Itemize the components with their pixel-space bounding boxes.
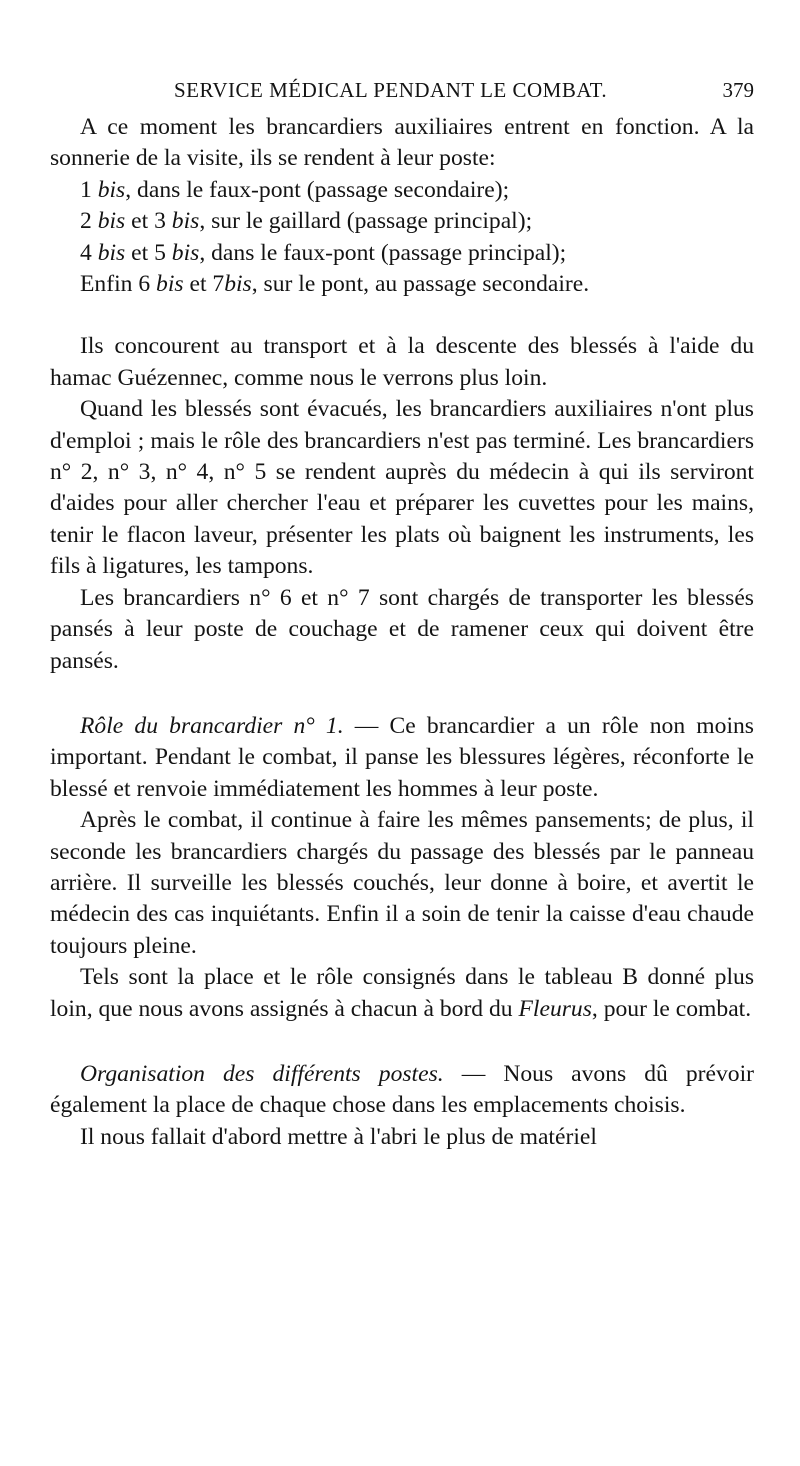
section-role-brancardier: Rôle du brancardier n° 1. — Ce brancardier a un rôle non moins important. Pendant le combat, il panse les blessures légères, réconforte le blessé et renvoie immédiatement les hommes à leur poste. bbox=[50, 712, 754, 802]
paragraph-5: Après le combat, il continue à faire les mêmes pansements; de plus, il seconde les brancardiers chargés du passage des blessés par le panneau arrière. Il surveille les blessés couchés, leur donne à boire, et avertit le médecin des cas inquiétants. Enfin il a soin de tenir la caisse d'eau chaude toujours pleine. bbox=[50, 807, 754, 959]
section-heading: Organisation des différents postes. bbox=[80, 1060, 444, 1087]
page-number: 379 bbox=[722, 78, 754, 102]
paragraph-3: Quand les blessés sont évacués, les brancardiers auxiliaires n'ont plus d'emploi ; mais le rôle des brancardiers n'est pas terminé. Les brancardiers n° 2, n° 3, n° 4, n° 5 se rendent auprès du médecin à qui ils serviront d'aides pour aller chercher l'eau et préparer les cuvettes pour les mains, tenir le flacon laveur, présenter les plats où baignent les instruments, les fils à ligatures, les tampons. bbox=[50, 396, 754, 580]
section-heading: Rôle du brancardier n° 1. bbox=[80, 712, 344, 739]
ship-name: Fleurus bbox=[518, 995, 592, 1022]
list-item: 4 bis et 5 bis, dans le faux-pont (passage principal); bbox=[80, 239, 567, 266]
list-item: 2 bis et 3 bis, sur le gaillard (passage principal); bbox=[80, 208, 533, 235]
paragraph-1: A ce moment les brancardiers auxiliaires entrent en fonction. A la sonnerie de la visite, ils se rendent à leur poste: bbox=[50, 114, 754, 172]
paragraph-2: Ils concourent au transport et à la descente des blessés à l'aide du hamac Guézennec, comme nous le verrons plus loin. bbox=[50, 333, 754, 391]
paragraph-4: Les brancardiers n° 6 et n° 7 sont chargés de transporter les blessés pansés à leur poste de couchage et de ramener ceux qui doivent être pansés. bbox=[50, 584, 754, 674]
list-item: 1 bis, dans le faux-pont (passage secondaire); bbox=[80, 176, 510, 203]
paragraph-6: Tels sont la place et le rôle consignés dans le tableau B donné plus loin, que nous avons assignés à chacun à bord du Fleurus, pour le combat. bbox=[50, 964, 754, 1022]
running-title: SERVICE MÉDICAL PENDANT LE COMBAT. bbox=[174, 78, 608, 102]
page-header bbox=[50, 72, 754, 108]
paragraph-7: Il nous fallait d'abord mettre à l'abri le plus de matériel bbox=[80, 1123, 597, 1150]
list-item: Enfin 6 bis et 7bis, sur le pont, au passage secondaire. bbox=[80, 271, 590, 298]
spacer bbox=[50, 300, 754, 331]
page-body bbox=[50, 112, 754, 1153]
book-page bbox=[50, 0, 754, 1466]
spacer bbox=[50, 1025, 754, 1059]
spacer bbox=[50, 677, 754, 711]
section-organisation: Organisation des différents postes. — Nous avons dû prévoir également la place de chaque chose dans les emplacements choisis. bbox=[50, 1060, 754, 1119]
stations-list bbox=[50, 175, 754, 301]
